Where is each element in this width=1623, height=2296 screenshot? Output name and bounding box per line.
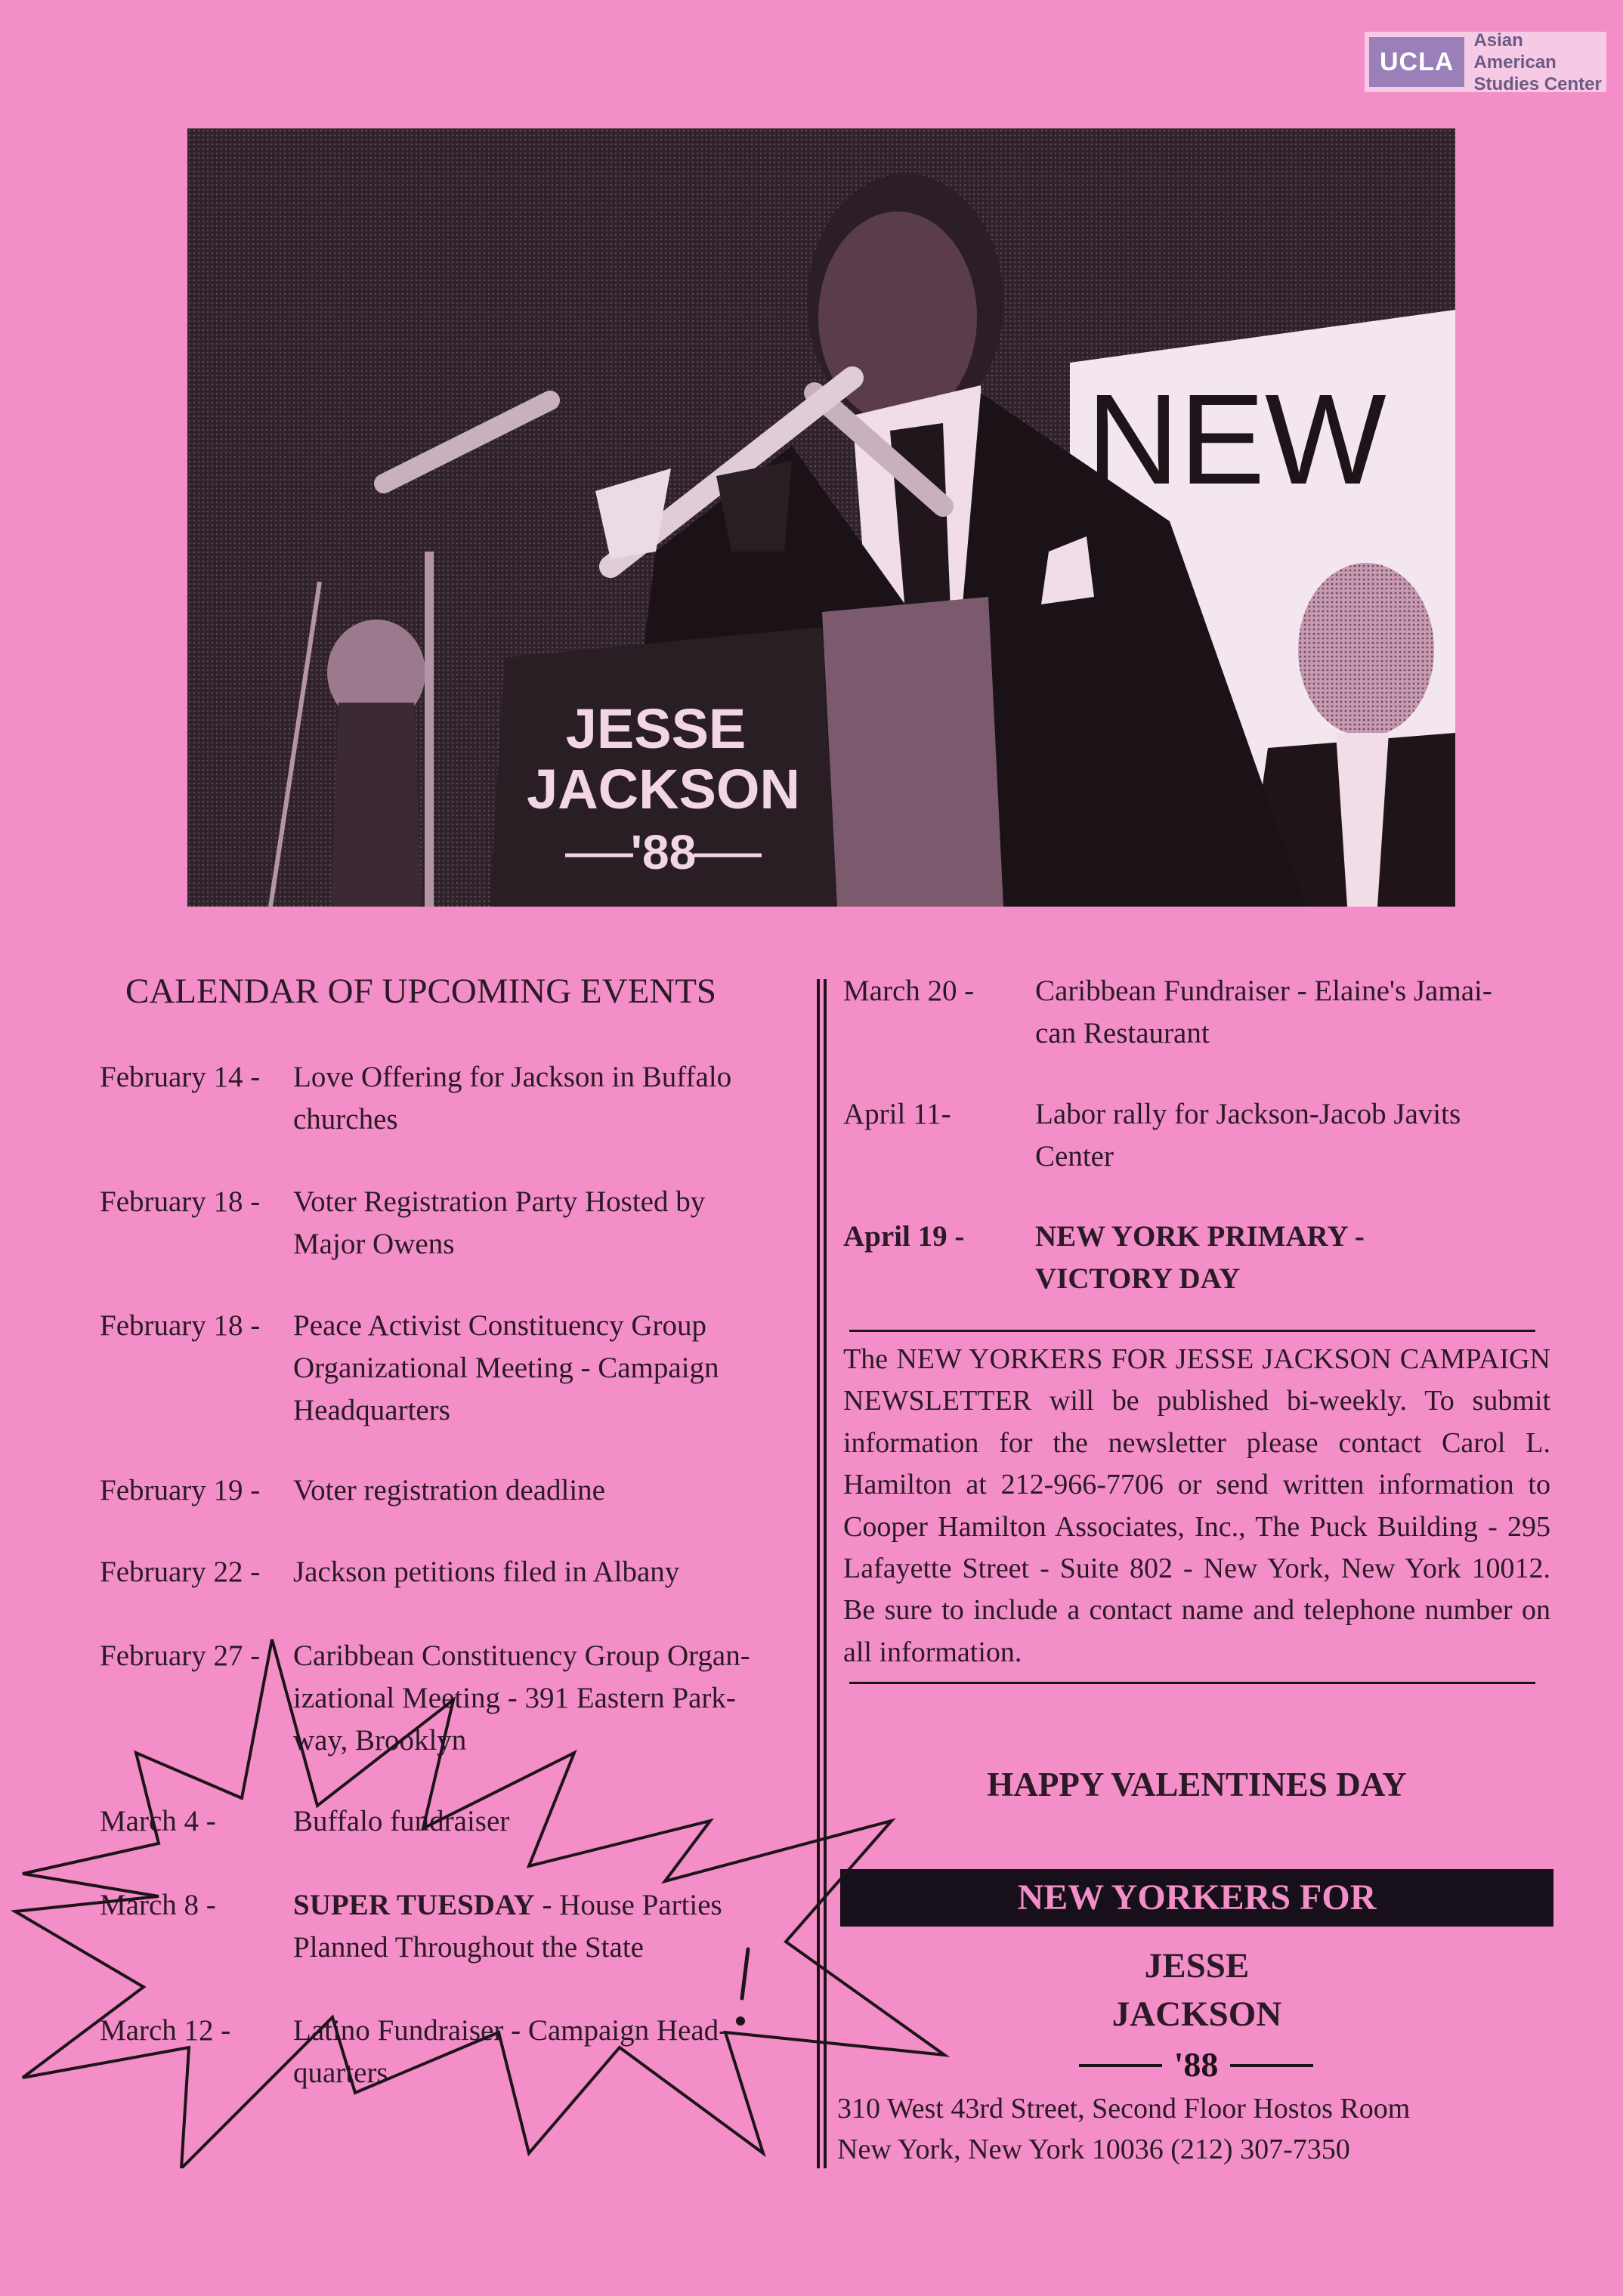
valentines-greeting: HAPPY VALENTINES DAY [987,1766,1407,1803]
event-row: March 20 - Caribbean Fundraiser - Elaine's Jamai- can Restaurant [843,970,1561,1055]
event-date: March 4 - [100,1805,216,1837]
event-row: March 12 - Latino Fundraiser - Campaign Head- quarters [100,2010,810,2094]
event-row: March 4 - Buffalo fundraiser [100,1800,810,1843]
event-row: February 19 - Voter registration deadline [100,1469,810,1512]
event-row: April 11- Labor rally for Jackson-Jacob Javits Center [843,1093,1561,1178]
org-banner: NEW YORKERS FOR [840,1869,1553,1927]
ucla-badge [1365,29,1606,94]
speaker-photo [187,128,1455,907]
sign-text: NEW [1087,368,1387,511]
calendar-title: CALENDAR OF UPCOMING EVENTS [125,972,717,1011]
event-date: February 14 - [100,1061,261,1093]
column-divider [817,979,820,2168]
event-date: March 8 - [100,1889,216,1921]
photo-image [187,128,1455,907]
logo-year-text: '88 [1173,2046,1219,2084]
org-address: 310 West 43rd Street, Second Floor Hostos Room New York, New York 10036 (212) 307-7350 [837,2093,1411,2165]
divider-line [849,1682,1535,1684]
event-row: February 22 - Jackson petitions filed in Albany [100,1551,810,1593]
podium-jackson: JACKSON [527,758,800,820]
event-row: February 18 - Peace Activist Constituency Group Organizational Meeting - Campaign Headquarters [100,1305,810,1432]
event-date: February 22 - [100,1556,261,1588]
event-date: March 12 - [100,2014,231,2047]
event-date: April 11- [843,1098,951,1130]
event-row: February 14 - Love Offering for Jackson in Buffalo churches [100,1056,810,1141]
badge-center-name: Asian American Studies Center [1473,29,1602,94]
event-date: February 18 - [100,1185,261,1218]
event-row: February 27 - Caribbean Constituency Group Organ- izational Meeting - 391 Eastern Park- way, Brooklyn [100,1635,810,1762]
event-row: February 18 - Voter Registration Party Hosted by Major Owens [100,1181,810,1265]
event-date: April 19 - [843,1220,965,1253]
org-logo [843,1942,1550,2038]
podium-year: '88 [630,825,697,879]
logo-jackson: JACKSON [1111,1995,1282,2034]
newsletter-notice: The NEW YORKERS FOR JESSE JACKSON CAMPAIGN NEWSLETTER will be published bi-weekly. To submit information for the newsletter please contact Carol L. Hamilton at 212-966-7706 or send written information to Cooper Hamilton Associates, Inc., The Puck Building - 295 Lafayette Street - Suite 802 - New York, New York 10012. Be sure to include a contact name and telephone number on all information. [843,1343,1550,1668]
event-date: February 27 - [100,1639,261,1672]
event-row-primary: April 19 - NEW YORK PRIMARY - VICTORY DAY [843,1216,1561,1300]
event-date: February 18 - [100,1309,261,1342]
event-date: February 19 - [100,1474,261,1506]
logo-year [1071,2046,1321,2084]
event-date: March 20 - [843,975,975,1007]
divider-line [849,1330,1535,1332]
logo-jesse: JESSE [1144,1946,1250,1985]
ucla-logo: UCLA [1369,37,1464,87]
event-row: March 8 - SUPER TUESDAY - House Parties Planned Throughout the State [100,1884,810,1969]
podium-jesse: JESSE [565,697,747,760]
column-divider [824,979,827,2168]
